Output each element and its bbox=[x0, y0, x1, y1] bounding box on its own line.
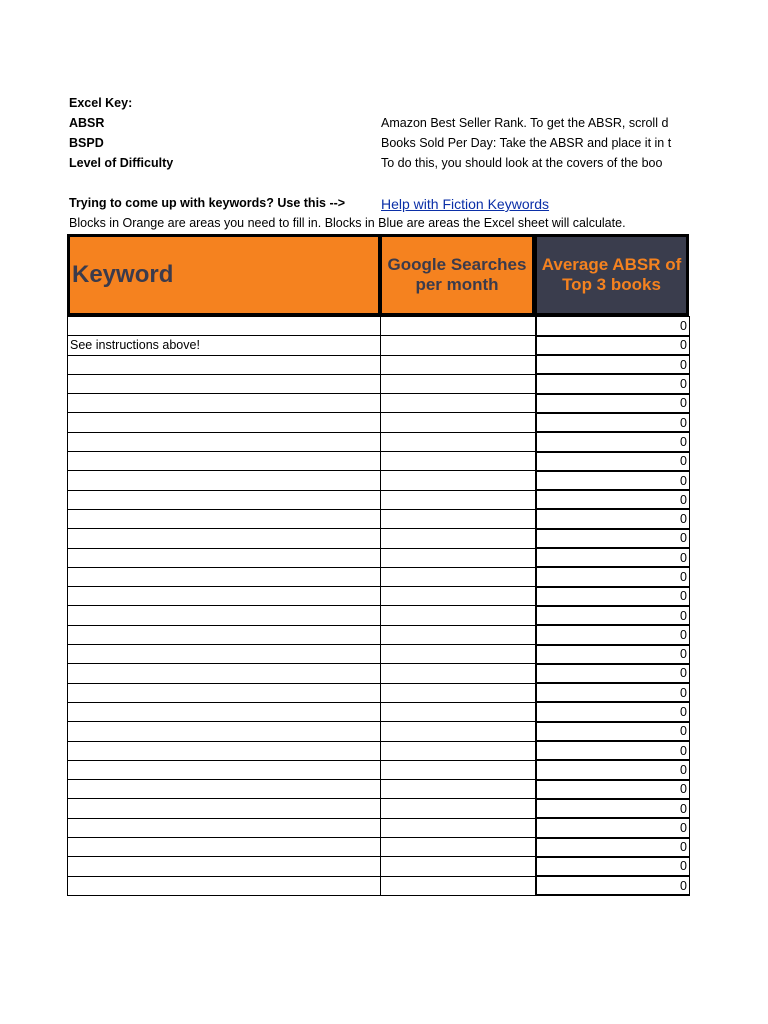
google-searches-cell[interactable] bbox=[381, 760, 536, 779]
table-row bbox=[68, 317, 690, 336]
average-absr-cell: 0 bbox=[536, 857, 690, 876]
table-row bbox=[68, 645, 690, 664]
keyword-cell[interactable] bbox=[68, 529, 381, 548]
key-definition-difficulty: To do this, you should look at the covers of the boo bbox=[381, 156, 663, 170]
average-absr-cell: 0 bbox=[536, 664, 690, 683]
google-searches-cell[interactable] bbox=[381, 664, 536, 683]
table-row bbox=[68, 452, 690, 471]
average-absr-cell: 0 bbox=[536, 317, 690, 336]
header-average-absr: Average ABSR of Top 3 books bbox=[534, 234, 689, 316]
average-absr-cell: 0 bbox=[536, 529, 690, 548]
google-searches-cell[interactable] bbox=[381, 529, 536, 548]
table-row bbox=[68, 587, 690, 606]
google-searches-cell[interactable] bbox=[381, 413, 536, 432]
excel-key-title: Excel Key: bbox=[69, 96, 133, 110]
table-row bbox=[68, 760, 690, 779]
google-searches-cell[interactable] bbox=[381, 374, 536, 393]
keyword-cell[interactable] bbox=[68, 413, 381, 432]
key-definition-bspd: Books Sold Per Day: Take the ABSR and place it in t bbox=[381, 136, 672, 150]
keyword-cell[interactable] bbox=[68, 355, 381, 374]
table-row bbox=[68, 355, 690, 374]
table-row bbox=[68, 780, 690, 799]
google-searches-cell[interactable] bbox=[381, 741, 536, 760]
fiction-keywords-link[interactable]: Help with Fiction Keywords bbox=[381, 196, 550, 212]
google-searches-cell[interactable] bbox=[381, 509, 536, 528]
table-row bbox=[68, 490, 690, 509]
keyword-cell[interactable] bbox=[68, 702, 381, 721]
average-absr-cell: 0 bbox=[536, 471, 690, 490]
keyword-cell[interactable]: See instructions above! bbox=[68, 336, 381, 355]
average-absr-cell: 0 bbox=[536, 432, 690, 451]
keyword-cell[interactable] bbox=[68, 606, 381, 625]
google-searches-cell[interactable] bbox=[381, 355, 536, 374]
key-term-absr: ABSR bbox=[69, 116, 105, 130]
keyword-table bbox=[67, 316, 690, 896]
google-searches-cell[interactable] bbox=[381, 857, 536, 876]
average-absr-cell: 0 bbox=[536, 336, 690, 355]
average-absr-cell: 0 bbox=[536, 413, 690, 432]
keyword-cell[interactable] bbox=[68, 780, 381, 799]
table-row bbox=[68, 606, 690, 625]
keyword-cell[interactable] bbox=[68, 567, 381, 586]
table-row bbox=[68, 741, 690, 760]
keyword-cell[interactable] bbox=[68, 664, 381, 683]
average-absr-cell: 0 bbox=[536, 645, 690, 664]
header-google-searches: Google Searches per month bbox=[379, 234, 535, 316]
google-searches-cell[interactable] bbox=[381, 567, 536, 586]
keyword-cell[interactable] bbox=[68, 799, 381, 818]
keyword-cell[interactable] bbox=[68, 838, 381, 857]
average-absr-cell: 0 bbox=[536, 567, 690, 586]
google-searches-cell[interactable] bbox=[381, 838, 536, 857]
table-row bbox=[68, 509, 690, 528]
keyword-cell[interactable] bbox=[68, 722, 381, 741]
keyword-cell[interactable] bbox=[68, 374, 381, 393]
average-absr-cell: 0 bbox=[536, 780, 690, 799]
average-absr-cell: 0 bbox=[536, 876, 690, 895]
table-row bbox=[68, 471, 690, 490]
average-absr-cell: 0 bbox=[536, 490, 690, 509]
average-absr-cell: 0 bbox=[536, 587, 690, 606]
average-absr-cell: 0 bbox=[536, 799, 690, 818]
keyword-cell[interactable] bbox=[68, 625, 381, 644]
table-row bbox=[68, 567, 690, 586]
table-row bbox=[68, 722, 690, 741]
keyword-cell[interactable] bbox=[68, 645, 381, 664]
keyword-cell[interactable] bbox=[68, 587, 381, 606]
key-term-difficulty: Level of Difficulty bbox=[69, 156, 174, 170]
keyword-cell[interactable] bbox=[68, 509, 381, 528]
keyword-cell[interactable] bbox=[68, 857, 381, 876]
google-searches-cell[interactable] bbox=[381, 587, 536, 606]
keyword-cell[interactable] bbox=[68, 876, 381, 895]
key-definition-absr: Amazon Best Seller Rank. To get the ABSR, scroll d bbox=[381, 116, 669, 130]
table-row bbox=[68, 413, 690, 432]
google-searches-cell[interactable] bbox=[381, 722, 536, 741]
google-searches-cell[interactable] bbox=[381, 452, 536, 471]
google-searches-cell[interactable] bbox=[381, 818, 536, 837]
keyword-cell[interactable] bbox=[68, 452, 381, 471]
keyword-cell[interactable] bbox=[68, 741, 381, 760]
table-row bbox=[68, 683, 690, 702]
table-row bbox=[68, 432, 690, 451]
average-absr-cell: 0 bbox=[536, 625, 690, 644]
google-searches-cell[interactable] bbox=[381, 336, 536, 355]
average-absr-cell: 0 bbox=[536, 509, 690, 528]
table-row bbox=[68, 818, 690, 837]
average-absr-cell: 0 bbox=[536, 683, 690, 702]
average-absr-cell: 0 bbox=[536, 838, 690, 857]
keyword-prompt: Trying to come up with keywords? Use this --> bbox=[69, 196, 346, 210]
table-row bbox=[68, 336, 690, 355]
google-searches-cell[interactable] bbox=[381, 683, 536, 702]
average-absr-cell: 0 bbox=[536, 702, 690, 721]
table-row bbox=[68, 664, 690, 683]
google-searches-cell[interactable] bbox=[381, 490, 536, 509]
average-absr-cell: 0 bbox=[536, 760, 690, 779]
google-searches-cell[interactable] bbox=[381, 876, 536, 895]
average-absr-cell: 0 bbox=[536, 374, 690, 393]
google-searches-cell[interactable] bbox=[381, 471, 536, 490]
instructions-note: Blocks in Orange are areas you need to fill in. Blocks in Blue are areas the Excel sheet will calculate. bbox=[69, 216, 626, 230]
table-row bbox=[68, 876, 690, 895]
header-keyword: Keyword bbox=[67, 234, 381, 316]
table-row bbox=[68, 548, 690, 567]
keyword-cell[interactable] bbox=[68, 760, 381, 779]
table-row bbox=[68, 838, 690, 857]
keyword-cell[interactable] bbox=[68, 471, 381, 490]
table-row bbox=[68, 394, 690, 413]
keyword-cell[interactable] bbox=[68, 317, 381, 336]
average-absr-cell: 0 bbox=[536, 394, 690, 413]
average-absr-cell: 0 bbox=[536, 606, 690, 625]
average-absr-cell: 0 bbox=[536, 818, 690, 837]
keyword-cell[interactable] bbox=[68, 394, 381, 413]
table-row bbox=[68, 625, 690, 644]
table-row bbox=[68, 374, 690, 393]
average-absr-cell: 0 bbox=[536, 722, 690, 741]
key-term-bspd: BSPD bbox=[69, 136, 104, 150]
google-searches-cell[interactable] bbox=[381, 394, 536, 413]
google-searches-cell[interactable] bbox=[381, 625, 536, 644]
average-absr-cell: 0 bbox=[536, 741, 690, 760]
table-row bbox=[68, 799, 690, 818]
table-row bbox=[68, 857, 690, 876]
average-absr-cell: 0 bbox=[536, 355, 690, 374]
google-searches-cell[interactable] bbox=[381, 645, 536, 664]
google-searches-cell[interactable] bbox=[381, 606, 536, 625]
google-searches-cell[interactable] bbox=[381, 317, 536, 336]
keyword-cell[interactable] bbox=[68, 432, 381, 451]
google-searches-cell[interactable] bbox=[381, 432, 536, 451]
keyword-cell[interactable] bbox=[68, 548, 381, 567]
google-searches-cell[interactable] bbox=[381, 799, 536, 818]
keyword-cell[interactable] bbox=[68, 490, 381, 509]
keyword-cell[interactable] bbox=[68, 818, 381, 837]
table-row bbox=[68, 529, 690, 548]
average-absr-cell: 0 bbox=[536, 548, 690, 567]
average-absr-cell: 0 bbox=[536, 452, 690, 471]
google-searches-cell[interactable] bbox=[381, 780, 536, 799]
google-searches-cell[interactable] bbox=[381, 702, 536, 721]
google-searches-cell[interactable] bbox=[381, 548, 536, 567]
keyword-cell[interactable] bbox=[68, 683, 381, 702]
table-row bbox=[68, 702, 690, 721]
